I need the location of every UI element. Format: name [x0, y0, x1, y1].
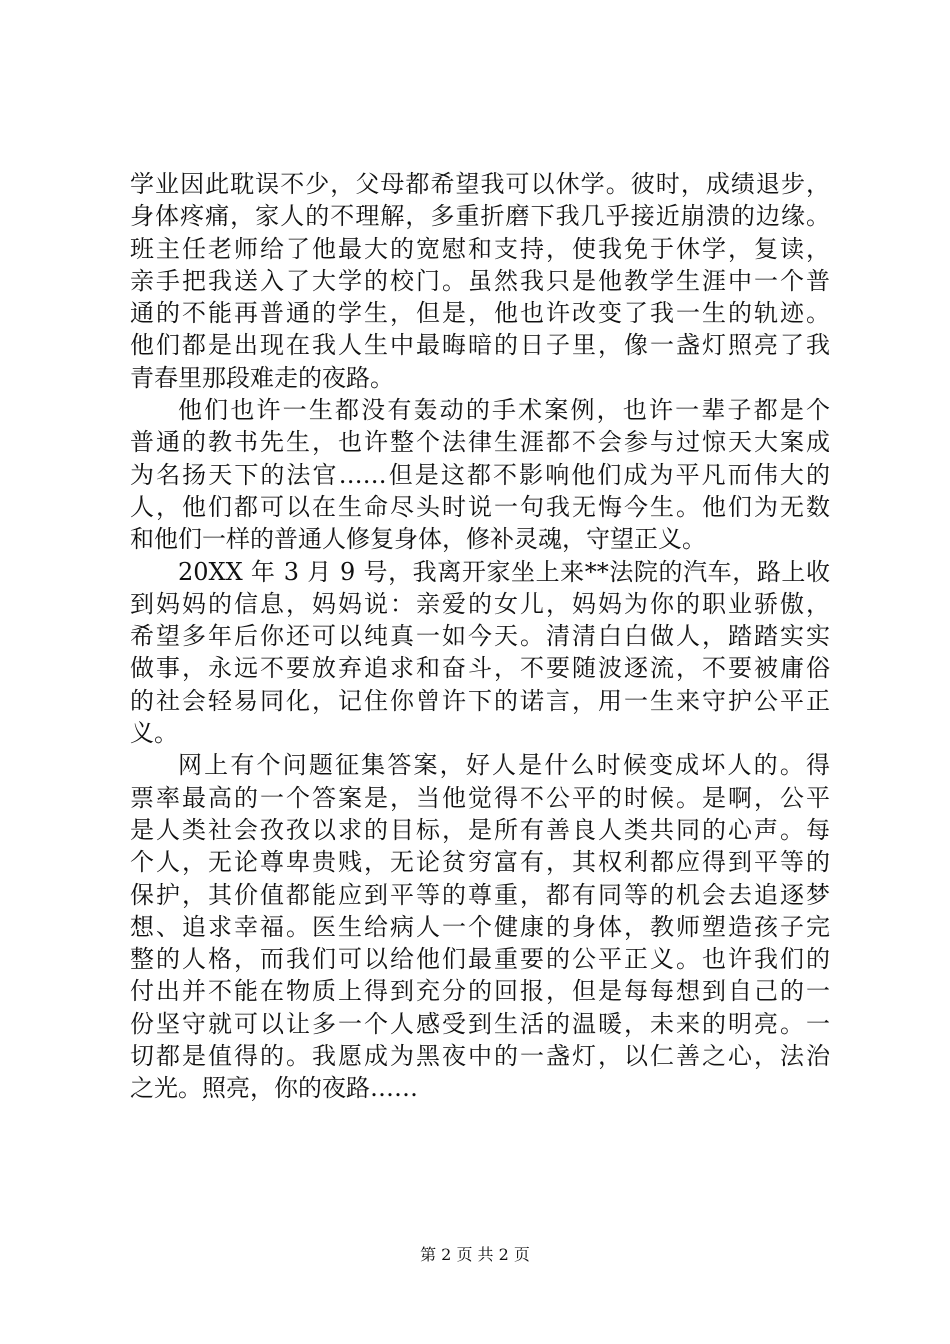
page-number-label: 第 2 页 共 2 页 [420, 1245, 530, 1264]
text-line: 网上有个问题征集答案，好人是什么时候变成坏人的。得 [178, 751, 830, 780]
text-line: 到妈妈的信息，妈妈说：亲爱的女儿，妈妈为你的职业骄傲， [130, 589, 830, 618]
text-line: 的社会轻易同化，记住你曾许下的诺言，用一生来守护公平正 [130, 686, 830, 715]
text-line: 亲手把我送入了大学的校门。虽然我只是他教学生涯中一个普 [130, 266, 830, 295]
text-line: 班主任老师给了他最大的宽慰和支持，使我免于休学，复读， [130, 234, 830, 263]
text-line: 他们也许一生都没有轰动的手术案例，也许一辈子都是个 [178, 396, 830, 425]
text-line: 付出并不能在物质上得到充分的回报，但是每每想到自己的一 [130, 977, 830, 1006]
text-line: 个人，无论尊卑贵贱，无论贫穷富有，其权利都应得到平等的 [130, 848, 830, 877]
text-line: 为名扬天下的法官……但是这都不影响他们成为平凡而伟大的 [130, 460, 830, 489]
text-line: 身体疼痛，家人的不理解，多重折磨下我几乎接近崩溃的边缘。 [130, 202, 830, 231]
text-line: 义。 [130, 719, 178, 748]
text-line: 他们都是出现在我人生中最晦暗的日子里，像一盏灯照亮了我 [130, 331, 830, 360]
text-line: 整的人格，而我们可以给他们最重要的公平正义。也许我们的 [130, 945, 830, 974]
text-line: 保护，其价值都能应到平等的尊重，都有同等的机会去追逐梦 [130, 880, 830, 909]
text-line: 之光。照亮，你的夜路…… [130, 1074, 418, 1103]
page-footer [0, 1245, 950, 1265]
text-line: 和他们一样的普通人修复身体，修补灵魂，守望正义。 [130, 525, 706, 554]
text-line: 希望多年后你还可以纯真一如今天。清清白白做人，踏踏实实 [130, 622, 830, 651]
paragraph [130, 394, 830, 555]
text-line: 学业因此耽误不少，父母都希望我可以休学。彼时，成绩退步， [130, 170, 830, 198]
paragraph [130, 749, 830, 1104]
text-line: 做事，永远不要放弃追求和奋斗，不要随波逐流，不要被庸俗 [130, 654, 830, 683]
paragraph [130, 168, 830, 394]
paragraph [130, 556, 830, 750]
text-line: 通的不能再普通的学生，但是，他也许改变了我一生的轨迹。 [130, 299, 830, 328]
text-line: 20XX 年 3 月 9 号，我离开家坐上来**法院的汽车，路上收 [178, 557, 830, 586]
text-line: 青春里那段难走的夜路。 [130, 363, 394, 392]
text-line: 切都是值得的。我愿成为黑夜中的一盏灯，以仁善之心，法治 [130, 1042, 830, 1071]
text-line: 票率最高的一个答案是，当他觉得不公平的时候。是啊，公平 [130, 783, 830, 812]
text-line: 是人类社会孜孜以求的目标，是所有善良人类共同的心声。每 [130, 815, 830, 844]
text-line: 人，他们都可以在生命尽头时说一句我无悔今生。他们为无数 [130, 492, 830, 521]
text-line: 普通的教书先生，也许整个法律生涯都不会参与过惊天大案成 [130, 428, 830, 457]
text-line: 份坚守就可以让多一个人感受到生活的温暖，未来的明亮。一 [130, 1009, 830, 1038]
text-line: 想、追求幸福。医生给病人一个健康的身体，教师塑造孩子完 [130, 912, 830, 941]
document-body [130, 168, 830, 1105]
